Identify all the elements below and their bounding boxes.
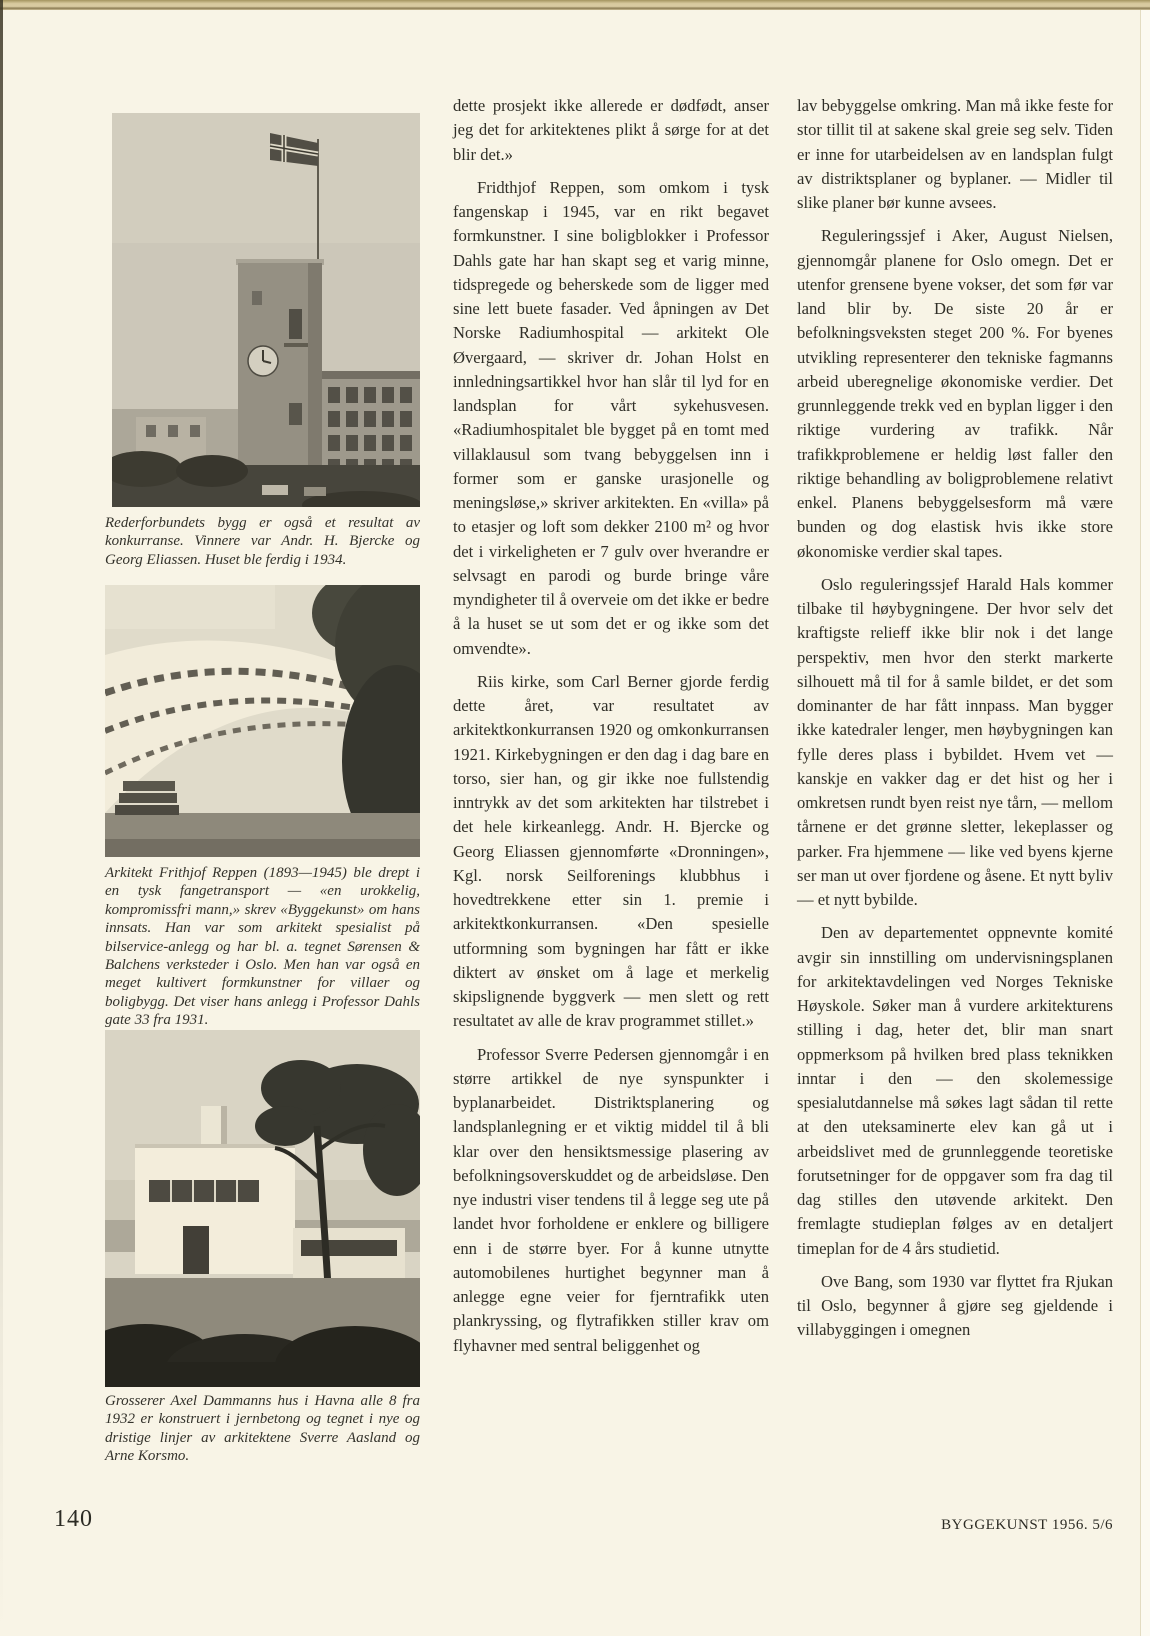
body-paragraph: Oslo reguleringssjef Harald Hals kommer tilbake til høybygningene. Der hvor selv det kraftigste relieff ikke blir nok i det lange perspektiv, men hvor den sterkt markerte silhouett må til for å samle bildet, er det som dominanter de har fått innpass. Man bygger ikke katedraler lenger, men høybygningen kan fylle deres plass i bybildet. Hvem vet — kanskje en vakker dag er det hist og her i omkretsen rundt byen reist nye tårn, — mellom tårnene er det grønne sletter, lekeplasser og parker. Fra hjemmene — like ved byens kjerne ser man ut over fjordene og åsene. Et nytt byliv — et nytt bybilde. xyxy=(797,574,1113,909)
page-number: 140 xyxy=(54,1506,93,1532)
photo-caption: Grosserer Axel Dammanns hus i Havna alle 8 fra 1932 er konstruert i jernbetong og tegnet i nye og dristige linjer av arkitektene Sverre Aasland og Arne Korsmo. xyxy=(105,1393,420,1465)
journal-footer: BYGGEKUNST 1956. 5/6 xyxy=(941,1517,1113,1533)
body-paragraph: Reguleringssjef i Aker, August Nielsen, gjennomgår planene for Oslo omegn. Det er utenfor grensene byene vokser, det som før var land blir by. De siste 20 år er befolkningsveksten steget 200 %. For byenes utvikling representerer den tekniske fagmanns arbeid uberegnelige økonomiske verdier. Det grunnleggende trekk ved en byplan ligger i den riktige vurdering av trafikk. Når trafikkproblemene er heldig løst faller den riktige behandling av boligproblemene relativt enkel. Planens bebyggelsesform må være bunden og dog elastisk hvis ikke store økonomiske verdier skal tapes. xyxy=(797,226,1113,561)
garden-foreground xyxy=(105,1278,420,1387)
photo-caption: Rederforbundets bygg er også et resultat av konkurranse. Vinnere var Andr. H. Bjercke og Georg Eliassen. Huset ble ferdig i 1934. xyxy=(105,515,420,568)
text-column-right xyxy=(797,94,1113,1343)
page-left-edge-shadow xyxy=(0,0,3,1636)
rederforbundets-bygg-illustration xyxy=(112,113,420,507)
page-right-edge xyxy=(1140,10,1150,1636)
body-paragraph: lav bebyggelse omkring. Man må ikke feste for stor tillit til at sakene skal greie seg selv. Tiden er inne for utarbeidelsen av en landsplan fulgt av distriktsplaner og byplaner. — Midler til slike planer bør kunne avsees. xyxy=(797,96,1113,212)
body-paragraph: Den av departementet oppnevnte komité avgir sin innstilling om undervisningsplanen for arkitektavdelingen ved Norges Tekniske Høyskole. Søker man å vurdere arkitekturens stilling i dag, heter det, blir man snart oppmerksom på hvilken bred plass teknikken inntar i den — den skolemessige spesialutdannelse må søkes lagt sådan til rette at den uteksaminerte elev kan gå ut i arbeidslivet med de grunnleggende teoretiske forutsetninger for de oppgaver som fra dag til dag stilles den utøvende arkitekt. Den fremlagte studieplan følges av en detaljert timeplan for de 4 års studietid. xyxy=(797,923,1113,1258)
body-paragraph: Ove Bang, som 1930 var flyttet fra Rjukan til Oslo, begynner å gjøre seg gjeldende i villabyggingen i omegnen xyxy=(797,1271,1113,1340)
axel-dammanns-hus-illustration xyxy=(105,1030,420,1387)
photo-professor-dahls-gate xyxy=(105,585,420,857)
body-paragraph: Riis kirke, som Carl Berner gjorde ferdig dette året, var resultatet av arkitektkonkurransen 1920 og omkonkurransen 1921. Kirkebygningen er den dag i dag bare en torso, sier han, og gir ikke noe fullstendig inntrykk av det som arkitekten har tilstrebet i det hele kirkeanlegg. Andr. H. Bjercke og Georg Eliassen gjennomførte «Dronningen», Kgl. norsk Seilforenings klubbhus i hovedtrekkene etter sin 1. premie i arkitektkonkurransen. «Den spesielle utformning som bygningen har fått er ikke diktert av ønsket om å lage et merkelig skipslignende byggverk — men slett og rett resultatet av alle de krav programmet stillet.» xyxy=(453,671,769,1031)
body-paragraph: Fridthjof Reppen, som omkom i tysk fangenskap i 1945, var en rikt begavet formkunstner. I sine boligblokker i Professor Dahls gate har han skapt seg et varig minne, tidspregede og beherskede som de ligger med sine lett buete fasader. Ved åpningen av Det Norske Radiumhospital — arkitekt Ole Øvergaard, — skriver dr. Johan Holst en innledningsartikkel hvor han slår til lyd for en landsplan for vårt sykehusvesen. «Radiumhospitalet ble bygget på en tomt med villaklausul som tvang bebyggelsen inn i former som er ganske urasjonelle og meningsløse,» skriver arkitekten. En «villa» på to etasjer og loft som dekker 2100 m² og hvor det i virkeligheten er 7 gulv over hverandre er selvsagt en parodi og burde bringe våre myndigheter til å overveie om det ikke er bedre å la huset se ut som det er og ikke som det omvendte». xyxy=(453,177,769,658)
body-paragraph: Professor Sverre Pedersen gjennomgår i en større artikkel de nye synspunkter i byplanarbeidet. Distriktsplanering og landsplanlegning er et viktig middel til å bli klar over den hensiktsmessige plasering av befolkningsoverskuddet og de arbeidsløse. Den nye industri viser tendens til å legge seg ute på landet hvor forholdene er enklere og billigere enn i de større byer. For å kunne utnytte automobilenes hurtighet begynner man å anlegge egne veier for fjerntrafikk uten plankryssing, og flytrafikken stiller krav om flyhavner med sentral beliggenhet og xyxy=(453,1044,769,1355)
professor-dahls-gate-illustration xyxy=(105,585,420,857)
photo-caption: Arkitekt Frithjof Reppen (1893—1945) ble drept i en tysk fangetransport — «en urokkelig, kompromissfri mann,» skrev «Byggekunst» om hans innsats. Han var som arkitekt spesialist på bilservice-anlegg og har bl. a. tegnet Sørensen & Balchens verksteder i Oslo. Men han var også en meget kultivert formkunstner for villaer og boligbygg. Det viser hans anlegg i Professor Dahls gate 33 fra 1931. xyxy=(105,865,420,1029)
photo-axel-dammanns-hus xyxy=(105,1030,420,1387)
photo-rederforbundets-bygg xyxy=(112,113,420,507)
text-column-middle xyxy=(453,94,769,1358)
page-top-edge xyxy=(0,0,1150,10)
body-paragraph: dette prosjekt ikke allerede er dødfødt, anser jeg det for arkitektenes plikt å sørge for at det blir det.» xyxy=(453,96,769,164)
